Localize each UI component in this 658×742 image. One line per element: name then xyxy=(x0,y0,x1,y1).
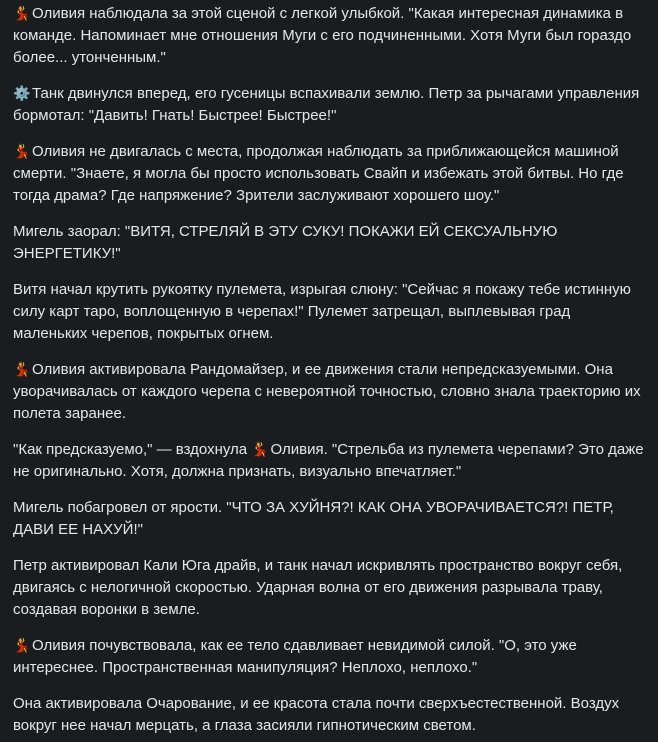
paragraph xyxy=(13,497,648,541)
paragraph xyxy=(13,3,648,69)
gear-icon: ⚙️ xyxy=(13,86,31,102)
paragraph xyxy=(13,279,648,345)
paragraph-text: Оливия. "Стрельба из пулемета черепами? Это даже не оригинально. Хотя, должна признать, визуально впечатляет." xyxy=(13,441,644,480)
paragraph-text: Оливия активировала Рандомайзер, и ее движения стали непредсказуемыми. Она уворачивалась от каждого черепа с невероятной точностью, словно знала траекторию их полета заранее. xyxy=(13,361,641,422)
paragraph xyxy=(13,693,648,737)
dancer-icon: 💃 xyxy=(13,362,31,378)
paragraph xyxy=(13,359,648,425)
paragraph-text: Мигель побагровел от ярости. "ЧТО ЗА ХУЙНЯ?! КАК ОНА УВОРАЧИВАЕТСЯ?! ПЕТР, ДАВИ ЕЕ НАХУЙ!" xyxy=(13,499,614,538)
paragraph-text: Оливия не двигалась с места, продолжая наблюдать за приближающейся машиной смерти. "Знаете, я могла бы просто использовать Свайп и избежать этой битвы. Но где тогда драма? Где напряжение? Зрители заслуживают хорошего шоу." xyxy=(13,143,624,204)
dancer-icon: 💃 xyxy=(13,6,31,22)
dancer-icon: 💃 xyxy=(251,442,269,458)
paragraph-text: Оливия наблюдала за этой сценой с легкой улыбкой. "Какая интересная динамика в команде. Напоминает мне отношения Муги с его подчиненными. Хотя Муги был гораздо более... утонченным." xyxy=(13,5,632,66)
paragraph xyxy=(13,83,648,127)
paragraph xyxy=(13,221,648,265)
paragraph-text: Оливия почувствовала, как ее тело сдавливает невидимой силой. "О, это уже интереснее. Пространственная манипуляция? Неплохо, неплохо." xyxy=(13,637,577,676)
paragraph-text: Витя начал крутить рукоятку пулемета, изрыгая слюну: "Сейчас я покажу тебе истинную силу карт таро, воплощенную в черепах!" Пулемет затрещал, выплевывая град маленьких черепов, покрытых огнем. xyxy=(13,281,631,342)
paragraph xyxy=(13,439,648,483)
paragraph xyxy=(13,141,648,207)
dancer-icon: 💃 xyxy=(13,144,31,160)
paragraph xyxy=(13,555,648,621)
paragraph-text: Танк двинулся вперед, его гусеницы вспахивали землю. Петр за рычагами управления бормотал: "Давить! Гнать! Быстрее! Быстрее!" xyxy=(13,85,640,124)
paragraph-text: "Как предсказуемо," — вздохнула xyxy=(13,441,252,458)
paragraph-text: Она активировала Очарование, и ее красота стала почти сверхъестественной. Воздух вокруг нее начал мерцать, а глаза засияли гипнотическим светом. xyxy=(13,695,620,734)
paragraph-text: Мигель заорал: "ВИТЯ, СТРЕЛЯЙ В ЭТУ СУКУ! ПОКАЖИ ЕЙ СЕКСУАЛЬНУЮ ЭНЕРГЕТИКУ!" xyxy=(13,223,558,262)
paragraph xyxy=(13,635,648,679)
paragraph-text: Петр активировал Кали Юга драйв, и танк начал искривлять пространство вокруг себя, двигаясь с нелогичной скоростью. Ударная волна от его движения разрывала траву, создавая воронки в земле. xyxy=(13,557,623,618)
dancer-icon: 💃 xyxy=(13,638,31,654)
